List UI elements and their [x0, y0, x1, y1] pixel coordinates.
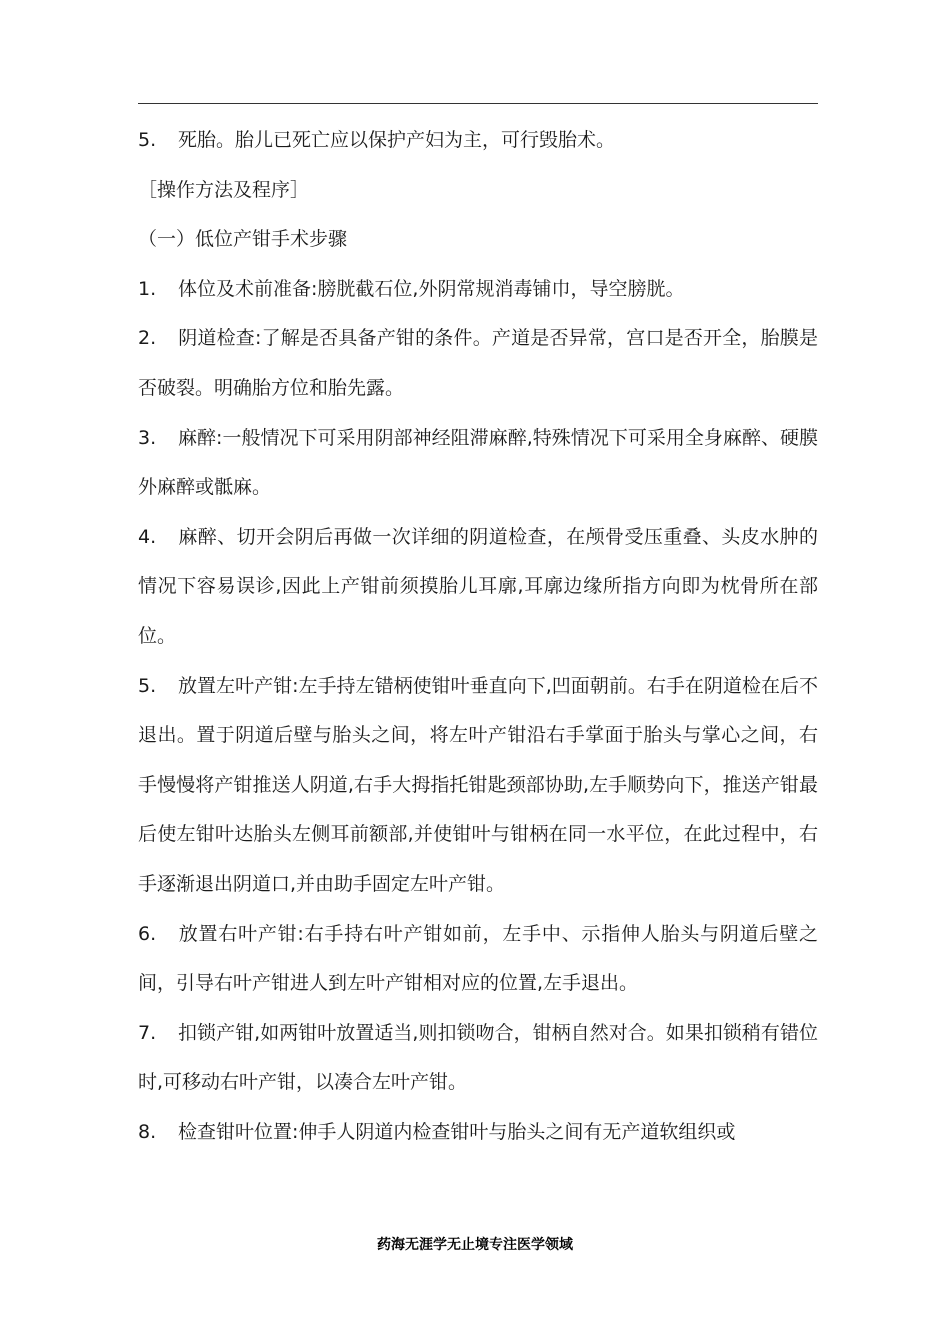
item-number: 7.	[138, 1021, 157, 1044]
paragraph-text: （一）低位产钳手术步骤	[138, 228, 348, 251]
item-number: 8.	[138, 1120, 157, 1143]
item-number: 3.	[138, 426, 157, 449]
paragraph	[138, 314, 818, 413]
item-number: 5.	[138, 674, 157, 697]
paragraph-text: 阴道检查:了解是否具备产钳的条件。产道是否异常，宫口是否开全，胎膜是否破裂。明确胎方位和胎先露。	[138, 327, 818, 399]
item-number: 5.	[138, 129, 157, 151]
paragraph	[138, 910, 818, 1009]
section-heading	[138, 166, 818, 216]
paragraph-text: 放置右叶产钳:右手持右叶产钳如前，左手中、示指伸人胎头与阴道后壁之间，引导右叶产钳进人到左叶产钳相对应的位置,左手退出。	[138, 922, 818, 995]
paragraph-text: 扣锁产钳,如两钳叶放置适当,则扣锁吻合，钳柄自然对合。如果扣锁稍有错位时,可移动右叶产钳，以凑合左叶产钳。	[138, 1021, 818, 1094]
paragraph-text: 麻醉:一般情况下可采用阴部神经阻滞麻醉,特殊情况下可采用全身麻醉、硬膜外麻醉或骶麻。	[138, 426, 818, 499]
paragraph-text: ［操作方法及程序］	[138, 178, 310, 201]
paragraph	[138, 116, 818, 166]
subsection-heading	[138, 215, 818, 265]
paragraph	[138, 662, 818, 910]
paragraph	[138, 265, 818, 315]
page-footer: 药海无涯学无止境专注医学领域	[377, 1237, 573, 1253]
paragraph-text: 体位及术前准备:膀胱截石位,外阴常规消毒铺巾，导空膀胱。	[178, 277, 685, 300]
item-number: 1.	[138, 277, 157, 300]
header-rule	[138, 103, 818, 104]
paragraph	[138, 1009, 818, 1108]
paragraph-text: 检查钳叶位置:伸手人阴道内检查钳叶与胎头之间有无产道软组织或	[178, 1120, 736, 1143]
body-text	[138, 116, 818, 1157]
item-number: 6.	[138, 922, 157, 945]
paragraph	[138, 1108, 818, 1158]
paragraph	[138, 414, 818, 513]
paragraph-text: 死胎。胎儿已死亡应以保护产妇为主，可行毁胎术。	[178, 129, 616, 151]
paragraph-text: 放置左叶产钳:左手持左错柄使钳叶垂直向下,凹面朝前。右手在阴道检在后不退出。置于阴道后壁与胎头之间，将左叶产钳沿右手掌面于胎头与掌心之间，右手慢慢将产钳推送人阴道,右手大拇指托钳匙颈部协助,左手顺势向下，推送产钳最后使左钳叶达胎头左侧耳前额部,并使钳叶与钳柄在同一水平位，在此过程中，右手逐渐退出阴道口,并由助手固定左叶产钳。	[138, 674, 818, 895]
item-number: 4.	[138, 525, 157, 548]
item-number: 2.	[138, 327, 157, 350]
paragraph	[138, 513, 818, 662]
paragraph-text: 麻醉、切开会阴后再做一次详细的阴道检查，在颅骨受压重叠、头皮水肿的情况下容易误诊,因此上产钳前须摸胎儿耳廓,耳廓边缘所指方向即为枕骨所在部位。	[138, 525, 818, 647]
